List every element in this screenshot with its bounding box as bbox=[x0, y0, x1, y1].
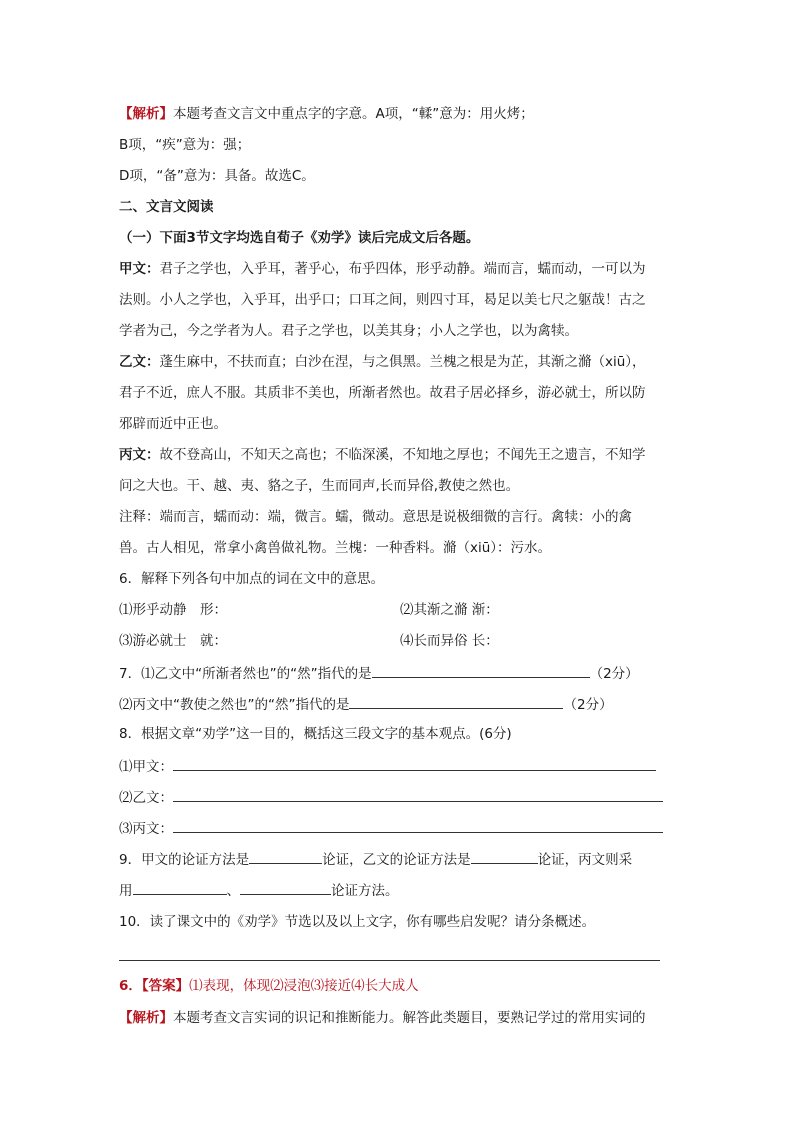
q8-label-3: ⑶丙文： bbox=[119, 821, 173, 837]
bing-label: 丙文： bbox=[119, 447, 160, 463]
analysis6-text: 本题考查文言实词的识记和推断能力。解答此类题目，要熟记学过的常用实词的 bbox=[173, 1010, 646, 1026]
q7-answer-blank-2[interactable] bbox=[349, 694, 563, 709]
jia-text-1: 君子之学也，入乎耳，著乎心，布乎四体，形乎动静。端而言，蠕而动，一可以为 bbox=[159, 261, 646, 277]
q8-stem: 8．根据文章“劝学”这一目的，概括这三段文字的基本观点。(6分) bbox=[119, 726, 512, 742]
q9-answer-blank-4[interactable] bbox=[240, 880, 331, 895]
note-line-1: 注释：端而言，蠕而动：端，微言。蠕，微动。意思是说极细微的言行。禽犊：小的禽 bbox=[119, 509, 632, 525]
bing-line-1 bbox=[119, 446, 646, 464]
yi-line-1 bbox=[119, 353, 646, 371]
q9-answer-blank-3[interactable] bbox=[133, 880, 227, 895]
q8-answer-blank-2[interactable] bbox=[173, 787, 663, 802]
q7-score-1: （2分） bbox=[589, 666, 639, 682]
analysis6-line bbox=[119, 1009, 646, 1027]
q7-score-2: （2分） bbox=[563, 697, 613, 713]
answer6-line bbox=[119, 977, 419, 995]
q7-question-2: ⑵丙文中“教使之然也”的“然”指代的是 bbox=[119, 697, 350, 713]
answer6-text: ⑴表现，体现⑵浸泡⑶接近⑷长大成人 bbox=[189, 978, 419, 994]
yi-line-3: 邪辟而近中正也。 bbox=[119, 416, 227, 432]
analysis-text-1: 本题考查文言文中重点字的字意。A项，“輮”意为：用火烤； bbox=[173, 106, 534, 122]
yi-text-1: 蓬生麻中，不扶而直；白沙在涅，与之俱黑。兰槐之根是为芷，其渐之滫（xiū）， bbox=[159, 354, 646, 370]
q10-answer-line[interactable] bbox=[119, 960, 660, 961]
q9-text-2: 论证，乙文的论证方法是 bbox=[322, 852, 471, 868]
analysis-line-1 bbox=[119, 105, 534, 123]
q6-item-2: ⑵其渐之滫 渐： bbox=[400, 602, 499, 618]
jia-line-2: 法则。小人之学也，入乎耳，出乎口；口耳之间，则四寸耳，曷足以美七尺之躯哉！古之 bbox=[119, 292, 646, 308]
analysis-line-2: B项，“疾”意为：强； bbox=[119, 137, 251, 153]
q9-answer-blank-2[interactable] bbox=[471, 849, 538, 864]
q9-line-2 bbox=[119, 880, 399, 900]
yi-label: 乙文： bbox=[119, 354, 160, 370]
answer6-num: 6． bbox=[119, 978, 142, 994]
q9-text-5: 、 bbox=[226, 883, 240, 899]
q10-stem: 10．读了课文中的《劝学》节选以及以上文字，你有哪些启发呢？请分条概述。 bbox=[119, 914, 596, 930]
q7-line-2 bbox=[119, 694, 613, 714]
q9-text-4: 用 bbox=[119, 883, 133, 899]
bing-line-2: 问之大也。干、越、夷、貉之子，生而同声,长而异俗,教使之然也。 bbox=[119, 478, 520, 494]
yi-line-2: 君子不近，庶人不服。其质非不美也，所渐者然也。故君子居必择乡，游必就士，所以防 bbox=[119, 385, 646, 401]
q8-label-1: ⑴甲文： bbox=[119, 759, 173, 775]
q6-item-1: ⑴形乎动静 形： bbox=[119, 602, 227, 618]
q6-item-4: ⑷长而异俗 长： bbox=[400, 633, 499, 649]
q8-label-2: ⑵乙文： bbox=[119, 790, 173, 806]
q8-line-2 bbox=[119, 787, 663, 807]
q9-text-1: 9．甲文的论证方法是 bbox=[119, 852, 250, 868]
subsection-title: （一）下面3节文字均选自荀子《劝学》读后完成文后各题。 bbox=[119, 230, 480, 246]
analysis-label: 【解析】 bbox=[119, 106, 173, 122]
section-title: 二、文言文阅读 bbox=[119, 199, 214, 215]
q9-line-1 bbox=[119, 849, 632, 869]
q6-item-3: ⑶游必就士 就： bbox=[119, 633, 227, 649]
bing-text-1: 故不登高山，不知天之高也；不临深溪，不知地之厚也；不闻先王之遗言，不知学 bbox=[159, 447, 646, 463]
q9-text-6: 论证方法。 bbox=[331, 883, 399, 899]
q8-answer-blank-3[interactable] bbox=[173, 818, 663, 833]
answer6-label: 【答案】 bbox=[141, 978, 190, 994]
q8-line-3 bbox=[119, 818, 663, 838]
q8-answer-blank-1[interactable] bbox=[173, 756, 656, 771]
analysis6-label: 【解析】 bbox=[119, 1010, 173, 1026]
jia-label: 甲文： bbox=[119, 261, 160, 277]
q9-text-3: 论证，丙文则采 bbox=[537, 852, 633, 868]
note-line-2: 兽。古人相见，常拿小禽兽做礼物。兰槐：一种香料。滫（xiū）：污水。 bbox=[119, 540, 552, 556]
jia-line-1 bbox=[119, 260, 646, 278]
q6-stem: 6．解释下列各句中加点的词在文中的意思。 bbox=[119, 571, 385, 587]
q7-line-1 bbox=[119, 663, 639, 683]
jia-line-3: 学者为己，今之学者为人。君子之学也，以美其身；小人之学也，以为禽犊。 bbox=[119, 323, 578, 339]
q7-answer-blank-1[interactable] bbox=[372, 663, 590, 678]
q7-question-1: 7．⑴乙文中“所渐者然也”的“然”指代的是 bbox=[119, 666, 372, 682]
analysis-line-3: D项，“备”意为：具备。故选C。 bbox=[119, 168, 315, 184]
q8-line-1 bbox=[119, 756, 656, 776]
q9-answer-blank-1[interactable] bbox=[249, 849, 322, 864]
